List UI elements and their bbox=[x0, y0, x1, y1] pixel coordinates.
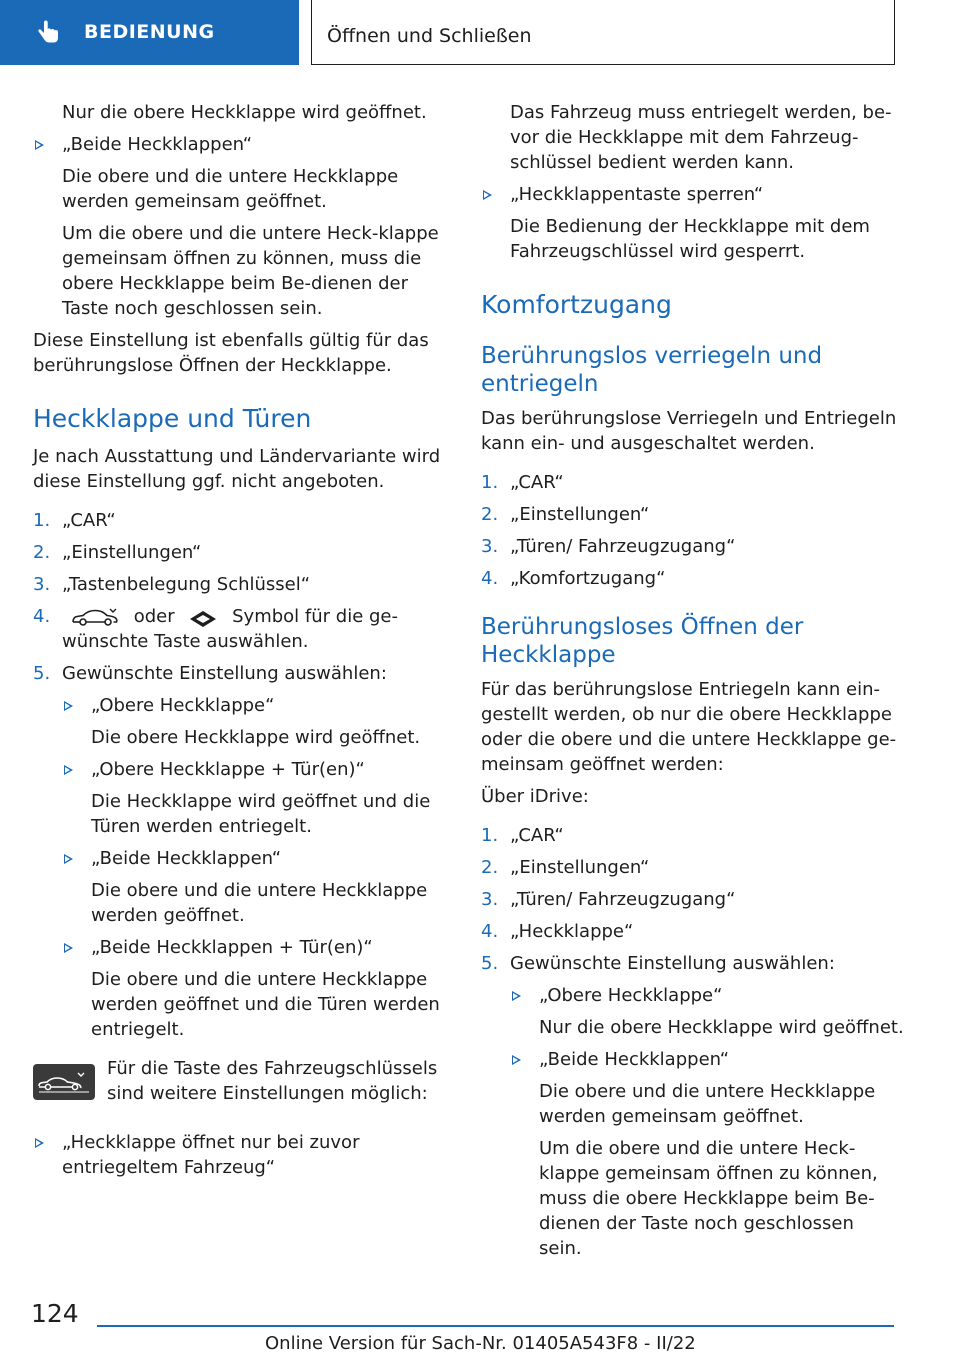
list-item bbox=[481, 951, 901, 976]
triangle-bullet-icon bbox=[64, 854, 73, 864]
paragraph: Das berührungslose Verriegeln und Entriegeln kann ein- und ausgeschaltet werden. bbox=[481, 408, 897, 454]
list-text: Gewünschte Einstellung auswählen: bbox=[62, 663, 387, 684]
list-number: 1. bbox=[33, 510, 51, 531]
list-text: „CAR“ bbox=[510, 825, 564, 846]
bullet-list bbox=[33, 132, 453, 321]
list-text: „Heckklappe“ bbox=[510, 921, 634, 942]
list-number: 1. bbox=[481, 472, 499, 493]
bullet-description: Um die obere und die untere Heck-klappe gemeinsam öffnen zu können, muss die obere Heckklappe beim Be-dienen der Taste noch geschlossen sein. bbox=[62, 223, 439, 319]
list-text: Gewünschte Einstellung auswählen: bbox=[510, 953, 835, 974]
paragraph: Nur die obere Heckklappe wird geöffnet. bbox=[62, 102, 427, 123]
paragraph: Über iDrive: bbox=[481, 786, 589, 807]
bullet-description: Die obere und die untere Heckklappe werden gemeinsam geöffnet. bbox=[539, 1081, 876, 1127]
page-number: 124 bbox=[31, 1299, 79, 1328]
list-number: 2. bbox=[33, 542, 51, 563]
triangle-bullet-icon bbox=[64, 943, 73, 953]
list-number: 2. bbox=[481, 504, 499, 525]
list-item bbox=[481, 919, 901, 944]
car-icon bbox=[70, 606, 120, 628]
list-item bbox=[481, 887, 901, 912]
list-item bbox=[481, 502, 901, 527]
list-number: 3. bbox=[481, 889, 499, 910]
bullet-description: Die Heckklappe wird geöffnet und die Türen werden entriegelt. bbox=[91, 791, 431, 837]
hand-pointer-icon bbox=[34, 19, 62, 47]
bullet-item bbox=[510, 1047, 901, 1072]
right-column bbox=[481, 100, 904, 1268]
list-item bbox=[481, 566, 901, 591]
list-item bbox=[481, 470, 901, 495]
list-text: „Einstellungen“ bbox=[510, 857, 650, 878]
list-item bbox=[481, 855, 901, 880]
footer-divider bbox=[97, 1325, 894, 1327]
bullet-label: „Beide Heckklappen“ bbox=[539, 1049, 730, 1070]
bullet-description: Um die obere und die untere Heck-klappe gemeinsam öffnen zu können, muss die obere Heckklappe beim Be-dienen der Taste noch geschlossen sein. bbox=[539, 1138, 878, 1259]
note-box bbox=[33, 1056, 453, 1112]
list-item bbox=[33, 572, 453, 597]
list-number: 4. bbox=[481, 568, 499, 589]
list-text: „CAR“ bbox=[62, 510, 116, 531]
option-list bbox=[62, 693, 453, 1042]
bullet-item bbox=[510, 983, 901, 1008]
bullet-item bbox=[33, 132, 453, 157]
list-item bbox=[481, 823, 901, 848]
section-tab bbox=[0, 0, 299, 65]
triangle-bullet-icon bbox=[64, 765, 73, 775]
section-label: BEDIENUNG bbox=[84, 21, 215, 43]
triangle-bullet-icon bbox=[512, 991, 521, 1001]
bullet-description: Nur die obere Heckklappe wird geöffnet. bbox=[539, 1017, 904, 1038]
triangle-bullet-icon bbox=[35, 140, 44, 150]
bullet-label: „Beide Heckklappen“ bbox=[91, 848, 282, 869]
bullet-label: „Heckklappe öffnet nur bei zuvor entriegeltem Fahrzeug“ bbox=[62, 1132, 360, 1178]
car-key-icon bbox=[33, 1064, 95, 1100]
bullet-description: Die obere und die untere Heckklappe werden geöffnet. bbox=[91, 880, 428, 926]
bullet-description: Die obere Heckklappe wird geöffnet. bbox=[91, 727, 421, 748]
list-number: 1. bbox=[481, 825, 499, 846]
subsection-heading: Berührungslos verriegeln und entriegeln bbox=[481, 343, 823, 397]
bullet-item bbox=[62, 846, 453, 871]
list-text: „Tastenbelegung Schlüssel“ bbox=[62, 574, 311, 595]
numbered-list bbox=[481, 470, 901, 591]
list-text: „Einstellungen“ bbox=[62, 542, 202, 563]
bullet-label: „Beide Heckklappen“ bbox=[62, 134, 253, 155]
list-text: „Türen/ Fahrzeugzugang“ bbox=[510, 889, 736, 910]
list-number: 2. bbox=[481, 857, 499, 878]
bullet-label: „Beide Heckklappen + Tür(en)“ bbox=[91, 937, 373, 958]
left-column bbox=[33, 100, 453, 1187]
bullet-item bbox=[62, 935, 453, 960]
paragraph: Für das berührungslose Entriegeln kann ein-gestellt werden, ob nur die obere Heckklappe oder die obere und die untere Heckklappe ge-meinsam geöffnet werden: bbox=[481, 679, 897, 775]
bullet-item bbox=[33, 1130, 453, 1180]
list-item bbox=[481, 534, 901, 559]
list-item bbox=[33, 604, 453, 654]
numbered-list bbox=[481, 823, 901, 976]
bullet-list bbox=[33, 1130, 453, 1180]
numbered-list bbox=[33, 508, 453, 686]
bullet-label: „Obere Heckklappe“ bbox=[539, 985, 723, 1006]
bullet-item bbox=[481, 182, 901, 207]
bullet-item bbox=[62, 693, 453, 718]
bullet-description: Die obere und die untere Heckklappe werden gemeinsam geöffnet. bbox=[62, 166, 399, 212]
paragraph: Das Fahrzeug muss entriegelt werden, be-vor die Heckklappe mit dem Fahrzeug-schlüssel bedient werden kann. bbox=[510, 102, 892, 173]
diamond-icon bbox=[188, 610, 218, 628]
bullet-description: Die Bedienung der Heckklappe mit dem Fahrzeugschlüssel wird gesperrt. bbox=[510, 216, 870, 262]
oder-label: oder bbox=[133, 606, 175, 627]
paragraph: Je nach Ausstattung und Ländervariante wird diese Einstellung ggf. nicht angeboten. bbox=[33, 446, 441, 492]
list-text: „Türen/ Fahrzeugzugang“ bbox=[510, 536, 736, 557]
list-number: 4. bbox=[481, 921, 499, 942]
list-number: 5. bbox=[33, 663, 51, 684]
list-item bbox=[33, 661, 453, 686]
triangle-bullet-icon bbox=[35, 1138, 44, 1148]
bullet-item bbox=[62, 757, 453, 782]
list-text: „Einstellungen“ bbox=[510, 504, 650, 525]
list-number: 4. bbox=[33, 606, 51, 627]
triangle-bullet-icon bbox=[483, 190, 492, 200]
list-number: 3. bbox=[33, 574, 51, 595]
list-number: 5. bbox=[481, 953, 499, 974]
section-heading: Heckklappe und Türen bbox=[33, 404, 312, 433]
footer-text: Online Version für Sach-Nr. 01405A543F8 - II/22 bbox=[265, 1333, 696, 1354]
note-text: Für die Taste des Fahrzeugschlüssels sind weitere Einstellungen möglich: bbox=[107, 1058, 438, 1104]
bullet-label: „Heckklappentaste sperren“ bbox=[510, 184, 764, 205]
bullet-list bbox=[481, 182, 901, 264]
list-text: Symbol für die ge-wünschte Taste auswählen. bbox=[62, 606, 398, 652]
option-list bbox=[510, 983, 904, 1261]
bullet-label: „Obere Heckklappe + Tür(en)“ bbox=[91, 759, 365, 780]
triangle-bullet-icon bbox=[512, 1055, 521, 1065]
bullet-description: Die obere und die untere Heckklappe werden geöffnet und die Türen werden entriegelt. bbox=[91, 969, 440, 1040]
list-text: „CAR“ bbox=[510, 472, 564, 493]
list-item bbox=[33, 508, 453, 533]
bullet-label: „Obere Heckklappe“ bbox=[91, 695, 275, 716]
section-heading: Komfortzugang bbox=[481, 290, 672, 319]
triangle-bullet-icon bbox=[64, 701, 73, 711]
chapter-header bbox=[311, 0, 895, 65]
list-item bbox=[33, 540, 453, 565]
subsection-heading: Berührungsloses Öffnen der Heckklappe bbox=[481, 614, 804, 668]
chapter-title: Öffnen und Schließen bbox=[327, 25, 532, 47]
list-text: „Komfortzugang“ bbox=[510, 568, 666, 589]
list-number: 3. bbox=[481, 536, 499, 557]
paragraph: Diese Einstellung ist ebenfalls gültig für das berührungslose Öffnen der Heckklappe. bbox=[33, 330, 429, 376]
